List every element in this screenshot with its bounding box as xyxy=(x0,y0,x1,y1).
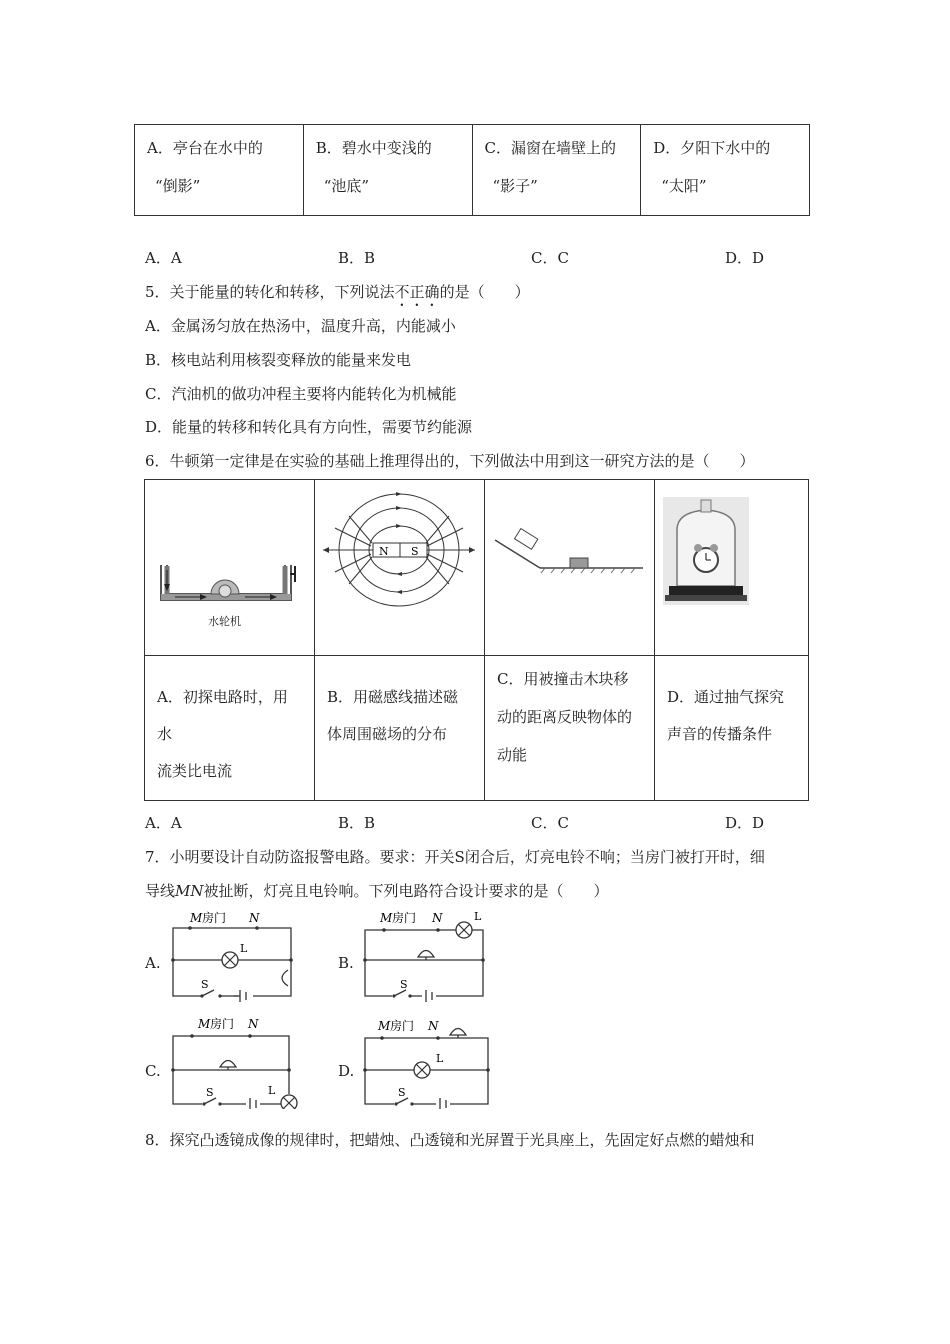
circuit-c-m: M xyxy=(198,1017,211,1031)
circuit-a-m: M xyxy=(190,911,203,925)
circuit-d-door: 房门 xyxy=(390,1019,415,1033)
q7-option-d-label[interactable]: D. xyxy=(338,1062,355,1080)
q6-cell-b xyxy=(315,656,485,801)
q4-answer-d[interactable]: D．D xyxy=(725,249,765,267)
q6-answer-c[interactable]: C．C xyxy=(531,814,569,832)
circuit-a[interactable] xyxy=(168,908,303,1003)
magnet-s-label: S xyxy=(411,545,419,558)
q5-stem xyxy=(145,281,530,310)
circuit-c[interactable] xyxy=(168,1014,308,1109)
q8-stem-line1: 8．探究凸透镜成像的规律时，把蜡烛、凸透镜和光屏置于光具座上，先固定好点燃的蜡烛和 xyxy=(145,1131,755,1149)
circuit-d-lamp-label: L xyxy=(436,1052,444,1065)
q4-cell-d xyxy=(641,125,810,216)
circuit-b-switch-label: S xyxy=(400,978,408,991)
q4-cell-b xyxy=(303,125,472,216)
q6-cell-c xyxy=(485,656,655,801)
q4-answer-b[interactable]: B．B xyxy=(338,249,376,267)
q4-cell-c xyxy=(472,125,641,216)
q7-stem-line2 xyxy=(145,880,609,901)
q6-cell-d xyxy=(655,656,809,801)
q6-answer-a[interactable]: A．A xyxy=(145,814,182,832)
q4-cell-b-line1: B．碧水中变浅的 xyxy=(315,139,432,157)
circuit-b-door: 房门 xyxy=(392,911,417,925)
circuit-a-lamp-label: L xyxy=(240,942,248,955)
q6-cell-a-line2: 流类比电流 xyxy=(157,762,233,780)
circuit-a-switch-label: S xyxy=(201,978,209,991)
circuit-b-lamp-label: L xyxy=(474,910,482,923)
circuit-d-n: N xyxy=(428,1019,439,1033)
q6-cell-d-line2: 声音的传播条件 xyxy=(667,725,773,743)
q5-option-c[interactable]: C．汽油机的做功冲程主要将内能转化为机械能 xyxy=(145,385,457,403)
q7-stem-line2-pre: 导线 xyxy=(145,882,176,900)
q7-option-b-label[interactable]: B. xyxy=(338,954,354,972)
q5-option-b[interactable]: B．核电站利用核裂变释放的能量来发电 xyxy=(145,351,412,369)
q5-option-a[interactable]: A．金属汤匀放在热汤中，温度升高，内能减小 xyxy=(145,317,456,335)
q6-figure-d xyxy=(655,480,809,656)
q6-figure-a xyxy=(145,480,315,656)
circuit-c-lamp-label: L xyxy=(268,1084,276,1097)
circuit-c-n: N xyxy=(248,1017,259,1031)
q4-answer-a[interactable]: A．A xyxy=(145,249,182,267)
q4-options-table xyxy=(134,124,810,216)
q7-stem-line2-post: 被扯断，灯亮且电铃响。下列电路符合设计要求的是（ ） xyxy=(203,882,609,900)
q7-mn-label: MN xyxy=(175,882,204,900)
q6-cell-c-line2: 动的距离反映物体的 xyxy=(497,708,633,726)
circuit-a-door: 房门 xyxy=(202,911,227,925)
circuit-b-m: M xyxy=(380,911,393,925)
q4-cell-a xyxy=(135,125,304,216)
q5-option-d[interactable]: D．能量的转移和转化具有方向性，需要节约能源 xyxy=(145,418,473,436)
q4-cell-a-line1: A．亭台在水中的 xyxy=(147,139,263,157)
q5-stem-emphasis: 不正确 xyxy=(394,283,440,301)
circuit-b[interactable] xyxy=(360,908,495,1003)
q6-figure-c xyxy=(485,480,655,656)
q6-cell-a xyxy=(145,656,315,801)
q5-stem-pre: 5．关于能量的转化和转移，下列说法 xyxy=(145,283,395,301)
q4-cell-b-line2: “池底” xyxy=(323,177,370,195)
q4-cell-d-line2: “太阳” xyxy=(661,177,707,195)
circuit-d-switch-label: S xyxy=(398,1086,406,1099)
q6-answer-d[interactable]: D．D xyxy=(725,814,765,832)
incline-collision-diagram xyxy=(485,480,654,651)
q6-cell-c-line3: 动能 xyxy=(497,746,528,764)
q4-answer-c[interactable]: C．C xyxy=(531,249,569,267)
q4-cell-c-line1: C．漏窗在墙壁上的 xyxy=(484,139,616,157)
circuit-b-n: N xyxy=(432,911,443,925)
q7-stem-line1: 7．小明要设计自动防盗报警电路。要求：开关S闭合后，灯亮电铃不响；当房门被打开时，细 xyxy=(145,848,765,866)
q6-cell-b-line1: B．用磁感线描述磁 xyxy=(327,688,459,706)
q6-cell-d-line1: D．通过抽气探究 xyxy=(667,688,785,706)
bell-jar-photo xyxy=(655,480,808,651)
circuit-c-door: 房门 xyxy=(210,1017,235,1031)
circuit-a-n: N xyxy=(249,911,260,925)
q6-options-table xyxy=(144,479,809,801)
q6-cell-a-line1: A．初探电路时，用水 xyxy=(157,688,288,743)
q5-stem-post: 的是（ ） xyxy=(439,283,530,301)
waterwheel-label: 水轮机 xyxy=(208,615,241,628)
q6-answer-b[interactable]: B．B xyxy=(338,814,376,832)
q6-cell-c-line1: C．用被撞击木块移 xyxy=(497,670,629,688)
q7-option-a-label[interactable]: A. xyxy=(145,954,161,972)
circuit-d[interactable] xyxy=(360,1014,500,1109)
circuit-c-switch-label: S xyxy=(206,1086,214,1099)
magnet-field-diagram xyxy=(315,480,484,651)
q6-cell-b-line2: 体周围磁场的分布 xyxy=(327,725,448,743)
q4-cell-a-line2: “倒影” xyxy=(155,177,201,195)
magnet-n-label: N xyxy=(379,545,389,558)
q4-cell-d-line1: D．夕阳下水中的 xyxy=(653,139,771,157)
q6-stem: 6．牛顿第一定律是在实验的基础上推理得出的，下列做法中用到这一研究方法的是（ ） xyxy=(145,452,755,470)
q4-cell-c-line2: “影子” xyxy=(492,177,538,195)
circuit-d-m: M xyxy=(378,1019,391,1033)
q6-figure-b xyxy=(315,480,485,656)
q7-option-c-label[interactable]: C. xyxy=(145,1062,161,1080)
